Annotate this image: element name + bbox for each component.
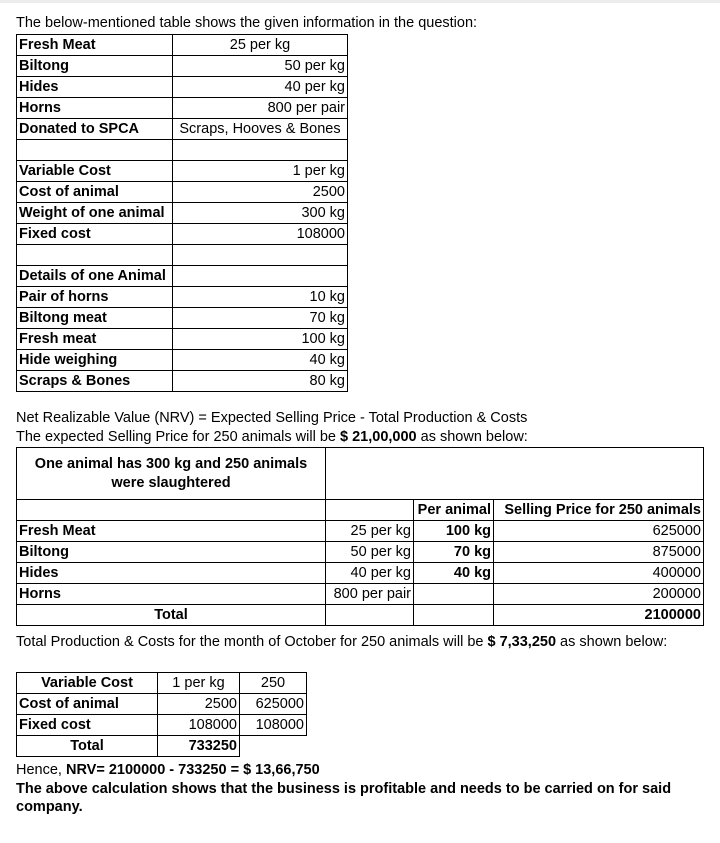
row-value: Scraps, Hooves & Bones — [173, 119, 348, 140]
row-label: Variable Cost — [17, 161, 173, 182]
selling-price-table — [16, 447, 704, 626]
row-label: Biltong — [17, 56, 173, 77]
top-border — [0, 0, 720, 3]
table-row — [17, 203, 348, 224]
selling-price-total: 400000 — [494, 563, 704, 584]
empty-cell — [17, 500, 326, 521]
price-per-unit: 40 per kg — [326, 563, 414, 584]
total-label: Total — [17, 605, 326, 626]
cost-value: $ 7,33,250 — [487, 634, 557, 650]
table-row — [17, 266, 348, 287]
table-row — [17, 715, 307, 736]
row-value: 25 per kg — [173, 35, 348, 56]
table-row — [17, 35, 348, 56]
cost-label: Fixed cost — [17, 715, 158, 736]
cost-label: Variable Cost — [17, 673, 158, 694]
table-row — [17, 98, 348, 119]
row-value — [173, 266, 348, 287]
row-value — [173, 140, 348, 161]
table-row — [17, 329, 348, 350]
product-name: Horns — [17, 584, 326, 605]
row-value: 50 per kg — [173, 56, 348, 77]
row-label: Cost of animal — [17, 182, 173, 203]
table-row — [17, 350, 348, 371]
selling-price-total: 200000 — [494, 584, 704, 605]
table-row — [17, 56, 348, 77]
row-value: 80 kg — [173, 371, 348, 392]
row-label: Hide weighing — [17, 350, 173, 371]
conclusion-text: The above calculation shows that the business is profitable and needs to be carried on for said company. — [16, 781, 672, 815]
nrv-formula: Net Realizable Value (NRV) = Expected Selling Price - Total Production & Costs — [16, 410, 528, 426]
col-per-animal: Per animal — [414, 500, 494, 521]
row-label: Hides — [17, 77, 173, 98]
row-label: Donated to SPCA — [17, 119, 173, 140]
weight-per-animal — [414, 584, 494, 605]
col-selling-price: Selling Price for 250 animals — [494, 500, 704, 521]
cost-rate: 1 per kg — [158, 673, 240, 694]
table-row — [17, 245, 348, 266]
row-label: Scraps & Bones — [17, 371, 173, 392]
product-name: Fresh Meat — [17, 521, 326, 542]
header-note-cell: One animal has 300 kg and 250 animals were slaughtered — [17, 448, 326, 500]
cost-rate: 108000 — [158, 715, 240, 736]
esp-suffix: as shown below: — [416, 429, 528, 445]
cost-suffix: as shown below: — [556, 634, 668, 650]
row-value: 70 kg — [173, 308, 348, 329]
row-value: 300 kg — [173, 203, 348, 224]
esp-value: $ 21,00,000 — [340, 429, 417, 445]
header-empty-cell — [326, 448, 704, 500]
table-row — [17, 161, 348, 182]
table-row — [17, 563, 704, 584]
total-value: 2100000 — [494, 605, 704, 626]
row-label: Horns — [17, 98, 173, 119]
table-row — [17, 77, 348, 98]
table-row — [17, 542, 704, 563]
table-row — [17, 224, 348, 245]
product-name: Hides — [17, 563, 326, 584]
empty-cell — [240, 736, 307, 757]
product-name: Biltong — [17, 542, 326, 563]
table-row — [17, 673, 307, 694]
row-value — [173, 245, 348, 266]
row-value: 10 kg — [173, 287, 348, 308]
row-value: 108000 — [173, 224, 348, 245]
row-value: 2500 — [173, 182, 348, 203]
nrv-result: NRV= 2100000 - 733250 = $ 13,66,750 — [65, 762, 320, 778]
empty-cell — [414, 605, 494, 626]
total-value: 733250 — [158, 736, 240, 757]
table-row — [17, 694, 307, 715]
cost-rate: 2500 — [158, 694, 240, 715]
cost-total: 250 — [240, 673, 307, 694]
table-row — [17, 287, 348, 308]
table-row — [17, 521, 704, 542]
row-value: 40 kg — [173, 350, 348, 371]
weight-per-animal: 100 kg — [414, 521, 494, 542]
table-row — [17, 584, 704, 605]
cost-label: Cost of animal — [17, 694, 158, 715]
row-value: 100 kg — [173, 329, 348, 350]
row-label: Pair of horns — [17, 287, 173, 308]
weight-per-animal: 40 kg — [414, 563, 494, 584]
table-row — [17, 308, 348, 329]
row-value: 40 per kg — [173, 77, 348, 98]
row-label: Fresh meat — [17, 329, 173, 350]
production-cost-table — [16, 672, 307, 757]
table-row — [17, 182, 348, 203]
production-cost-line — [16, 633, 706, 651]
table-row — [17, 140, 348, 161]
cost-prefix: Total Production & Costs for the month of October for 250 animals will be — [16, 634, 488, 650]
table-row — [17, 371, 348, 392]
row-label — [17, 245, 173, 266]
given-info-table — [16, 34, 348, 392]
row-label — [17, 140, 173, 161]
row-label: Fresh Meat — [17, 35, 173, 56]
price-per-unit: 800 per pair — [326, 584, 414, 605]
row-value: 1 per kg — [173, 161, 348, 182]
row-label: Details of one Animal — [17, 266, 173, 287]
row-label: Biltong meat — [17, 308, 173, 329]
total-label: Total — [17, 736, 158, 757]
expected-selling-price-line — [16, 428, 528, 446]
hence-prefix: Hence, — [16, 762, 66, 778]
empty-cell — [326, 605, 414, 626]
esp-prefix: The expected Selling Price for 250 animals will be — [16, 429, 340, 445]
selling-price-total: 875000 — [494, 542, 704, 563]
hence-line — [16, 761, 320, 779]
table-row — [17, 119, 348, 140]
empty-cell — [326, 500, 414, 521]
row-value: 800 per pair — [173, 98, 348, 119]
selling-price-total: 625000 — [494, 521, 704, 542]
weight-per-animal: 70 kg — [414, 542, 494, 563]
row-label: Weight of one animal — [17, 203, 173, 224]
cost-total: 625000 — [240, 694, 307, 715]
price-per-unit: 50 per kg — [326, 542, 414, 563]
row-label: Fixed cost — [17, 224, 173, 245]
cost-total: 108000 — [240, 715, 307, 736]
price-per-unit: 25 per kg — [326, 521, 414, 542]
intro-text: The below-mentioned table shows the given information in the question: — [16, 15, 478, 31]
